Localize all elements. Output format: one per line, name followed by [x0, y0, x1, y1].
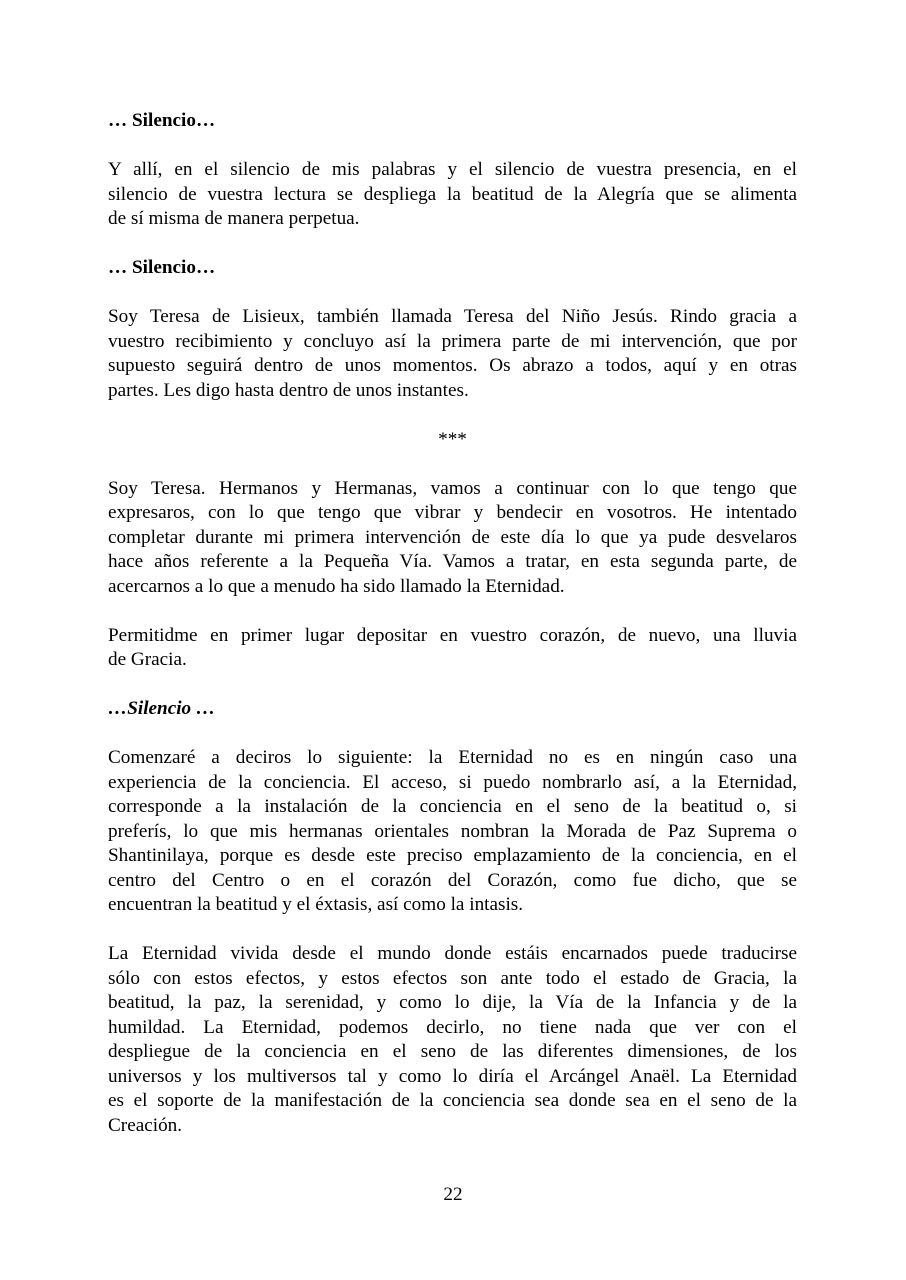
paragraph — [108, 624, 797, 673]
paragraph-line: es el soporte de la manifestación de la conciencia sea donde sea en el seno de la — [108, 1090, 797, 1111]
page-body — [108, 109, 797, 1163]
paragraph — [108, 477, 797, 600]
text-block — [108, 697, 797, 722]
paragraph-line: completar durante mi primera intervención de este día lo que ya pude desvelaros — [108, 526, 797, 548]
paragraph-line: centro del Centro o en el corazón del Corazón, como fue dicho, que se — [108, 869, 797, 891]
paragraph-line: experiencia de la conciencia. El acceso, si puedo nombrarlo así, a la Eternidad, — [108, 771, 797, 793]
paragraph-line: de Gracia. — [108, 649, 187, 670]
paragraph — [108, 305, 797, 403]
paragraph-line: vuestro recibimiento y concluyo así la primera parte de mi intervención, que por — [108, 330, 797, 352]
paragraph-line: supuesto seguirá dentro de unos momentos. Os abrazo a todos, aquí y en otras — [108, 355, 797, 376]
paragraph-line: Y allí, en el silencio de mis palabras y el silencio de vuestra presencia, en el — [108, 159, 797, 180]
paragraph-line: Permitidme en primer lugar depositar en vuestro corazón, de nuevo, una lluvia — [108, 624, 797, 646]
page-number: 22 — [443, 1184, 463, 1205]
paragraph-line: silencio de vuestra lectura se despliega la beatitud de la Alegría que se alimenta — [108, 183, 797, 205]
paragraph-line: Soy Teresa. Hermanos y Hermanas, vamos a continuar con lo que tengo que — [108, 477, 797, 499]
paragraph-line: Creación. — [108, 1114, 183, 1136]
paragraph-line: preferís, lo que mis hermanas orientales nombran la Morada de Paz Suprema o — [108, 820, 797, 842]
paragraph-line: La Eternidad vivida desde el mundo donde estáis encarnados puede traducirse — [108, 943, 797, 964]
text-block — [108, 428, 797, 453]
paragraph-line: beatitud, la paz, la serenidad, y como lo dije, la Vía de la Infancia y de la — [108, 992, 797, 1013]
paragraph-line: expresaros, con lo que tengo que vibrar y bendecir en vosotros. He intentado — [108, 502, 797, 523]
silence-heading: …Silencio … — [108, 698, 216, 719]
silence-heading: … Silencio… — [108, 110, 216, 131]
paragraph-line: humildad. La Eternidad, podemos decirlo, no tiene nada que ver con el — [108, 1016, 797, 1038]
paragraph — [108, 158, 797, 232]
paragraph-line: universos y los multiversos tal y como lo diría el Arcángel Anaël. La Eternidad — [108, 1065, 797, 1087]
paragraph-line: Soy Teresa de Lisieux, también llamada Teresa del Niño Jesús. Rindo gracia a — [108, 306, 797, 327]
paragraph-line: Comenzaré a deciros lo siguiente: la Eternidad no es en ningún caso una — [108, 747, 797, 768]
paragraph — [108, 942, 797, 1138]
paragraph-line: partes. Les digo hasta dentro de unos instantes. — [108, 379, 469, 401]
paragraph-line: despliegue de la conciencia en el seno de las diferentes dimensiones, de los — [108, 1041, 797, 1062]
paragraph-line: de sí misma de manera perpetua. — [108, 208, 360, 229]
text-block — [108, 256, 797, 281]
paragraph-line: acercarnos a lo que a menudo ha sido llamado la Eternidad. — [108, 575, 565, 597]
paragraph-line: sólo con estos efectos, y estos efectos son ante todo el estado de Gracia, la — [108, 967, 797, 989]
section-separator: *** — [438, 428, 467, 450]
text-block — [108, 109, 797, 134]
silence-heading: … Silencio… — [108, 257, 216, 278]
paragraph — [108, 746, 797, 918]
paragraph-line: Shantinilaya, porque es desde este preciso emplazamiento de la conciencia, en el — [108, 845, 797, 866]
paragraph-line: corresponde a la instalación de la conciencia en el seno de la beatitud o, si — [108, 796, 797, 817]
paragraph-line: hace años referente a la Pequeña Vía. Vamos a tratar, en esta segunda parte, de — [108, 551, 797, 572]
paragraph-line: encuentran la beatitud y el éxtasis, así como la intasis. — [108, 894, 524, 915]
